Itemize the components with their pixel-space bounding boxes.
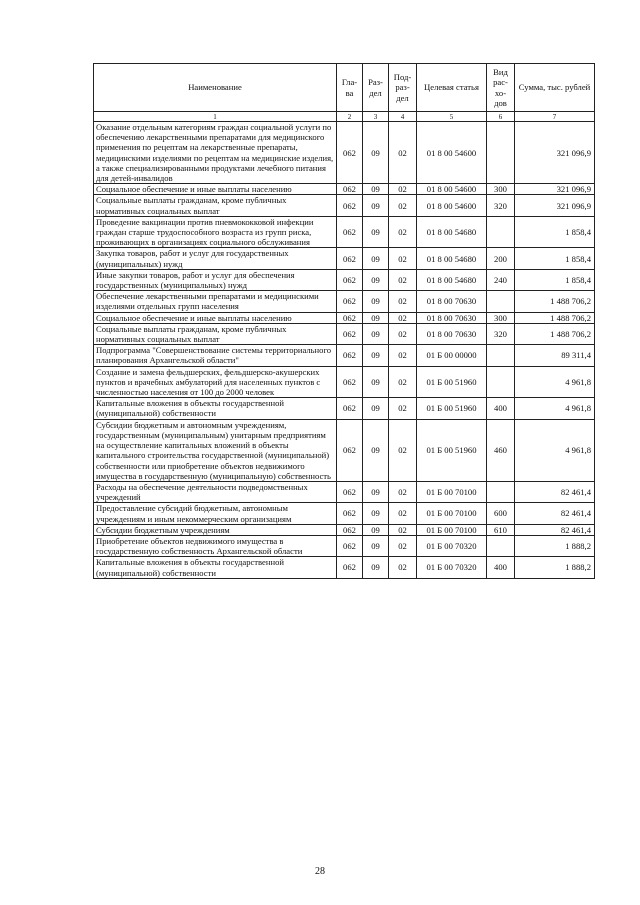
row-vid-cell xyxy=(487,345,515,366)
table-row xyxy=(94,345,595,366)
row-podrazdel-cell: 02 xyxy=(389,398,417,419)
row-name-cell: Субсидии бюджетным учреждениям xyxy=(94,524,337,535)
table-body xyxy=(94,122,595,579)
row-amount-cell: 82 461,4 xyxy=(515,524,595,535)
row-razdel-cell: 09 xyxy=(363,524,389,535)
row-glava-cell: 062 xyxy=(337,503,363,524)
row-name-cell: Обеспечение лекарственными препаратами и медицинскими изделиями отдельных групп населения xyxy=(94,291,337,312)
header-razdel: Раз-дел xyxy=(363,64,389,112)
row-name-cell: Создание и замена фельдшерских, фельдшерско-акушерских пунктов и врачебных амбулаторий для населенных пунктов с численностью населения от 100 до 2000 человек xyxy=(94,366,337,398)
row-amount-cell: 1 858,4 xyxy=(515,248,595,269)
row-razdel-cell: 09 xyxy=(363,216,389,248)
row-podrazdel-cell: 02 xyxy=(389,535,417,556)
table-row xyxy=(94,503,595,524)
row-razdel-cell: 09 xyxy=(363,122,389,184)
header-statya: Целевая статья xyxy=(417,64,487,112)
table-row xyxy=(94,269,595,290)
table-row xyxy=(94,481,595,502)
row-vid-cell: 600 xyxy=(487,503,515,524)
row-statya-cell: 01 8 00 54600 xyxy=(417,195,487,216)
row-amount-cell: 4 961,8 xyxy=(515,398,595,419)
budget-table xyxy=(93,63,595,579)
row-name-cell: Закупка товаров, работ и услуг для государственных (муниципальных) нужд xyxy=(94,248,337,269)
row-amount-cell: 4 961,8 xyxy=(515,366,595,398)
row-vid-cell: 320 xyxy=(487,195,515,216)
row-glava-cell: 062 xyxy=(337,184,363,195)
row-statya-cell: 01 8 00 54600 xyxy=(417,184,487,195)
row-vid-cell xyxy=(487,291,515,312)
row-glava-cell: 062 xyxy=(337,345,363,366)
table-row xyxy=(94,195,595,216)
table-row xyxy=(94,557,595,578)
row-statya-cell: 01 Б 00 00000 xyxy=(417,345,487,366)
row-razdel-cell: 09 xyxy=(363,535,389,556)
row-statya-cell: 01 Б 00 51960 xyxy=(417,366,487,398)
row-amount-cell: 321 096,9 xyxy=(515,184,595,195)
row-amount-cell: 321 096,9 xyxy=(515,195,595,216)
row-amount-cell: 1 858,4 xyxy=(515,216,595,248)
row-podrazdel-cell: 02 xyxy=(389,291,417,312)
table-row xyxy=(94,366,595,398)
row-podrazdel-cell: 02 xyxy=(389,419,417,481)
header-podrazdel: Под-раз-дел xyxy=(389,64,417,112)
row-statya-cell: 01 8 00 70630 xyxy=(417,323,487,344)
row-name-cell: Субсидии бюджетным и автономным учреждениям, государственным (муниципальным) унитарным предприятиям на осуществление капитальных вложений в объекты капитального строительства государственной (муниципальной) собственности или приобретение объектов недвижимого имущества в государственную (муниципальную) собственность xyxy=(94,419,337,481)
row-name-cell: Подпрограмма "Совершенствование системы территориального планирования Архангельской области" xyxy=(94,345,337,366)
row-vid-cell xyxy=(487,216,515,248)
row-statya-cell: 01 Б 00 70100 xyxy=(417,481,487,502)
row-name-cell: Иные закупки товаров, работ и услуг для обеспечения государственных (муниципальных) нужд xyxy=(94,269,337,290)
row-razdel-cell: 09 xyxy=(363,195,389,216)
row-podrazdel-cell: 02 xyxy=(389,269,417,290)
row-glava-cell: 062 xyxy=(337,524,363,535)
row-name-cell: Социальные выплаты гражданам, кроме публичных нормативных социальных выплат xyxy=(94,195,337,216)
row-razdel-cell: 09 xyxy=(363,419,389,481)
row-razdel-cell: 09 xyxy=(363,323,389,344)
row-razdel-cell: 09 xyxy=(363,269,389,290)
row-podrazdel-cell: 02 xyxy=(389,524,417,535)
row-glava-cell: 062 xyxy=(337,195,363,216)
row-razdel-cell: 09 xyxy=(363,345,389,366)
row-amount-cell: 321 096,9 xyxy=(515,122,595,184)
row-amount-cell: 1 488 706,2 xyxy=(515,312,595,323)
table-row xyxy=(94,524,595,535)
row-razdel-cell: 09 xyxy=(363,503,389,524)
row-podrazdel-cell: 02 xyxy=(389,216,417,248)
row-razdel-cell: 09 xyxy=(363,312,389,323)
header-row xyxy=(94,64,595,112)
header-glava: Гла-ва xyxy=(337,64,363,112)
row-name-cell: Проведение вакцинации против пневмококковой инфекции граждан старше трудоспособного возраста из групп риска, проживающих в организациях социального обслуживания xyxy=(94,216,337,248)
row-razdel-cell: 09 xyxy=(363,366,389,398)
table-row xyxy=(94,122,595,184)
row-statya-cell: 01 8 00 54680 xyxy=(417,269,487,290)
row-glava-cell: 062 xyxy=(337,291,363,312)
row-amount-cell: 89 311,4 xyxy=(515,345,595,366)
row-statya-cell: 01 8 00 54680 xyxy=(417,248,487,269)
row-vid-cell: 200 xyxy=(487,248,515,269)
column-number: 2 xyxy=(337,112,363,122)
table-row xyxy=(94,419,595,481)
row-glava-cell: 062 xyxy=(337,481,363,502)
row-vid-cell: 400 xyxy=(487,557,515,578)
table-header xyxy=(94,64,595,122)
row-vid-cell: 610 xyxy=(487,524,515,535)
row-statya-cell: 01 Б 00 70320 xyxy=(417,535,487,556)
row-vid-cell xyxy=(487,366,515,398)
row-glava-cell: 062 xyxy=(337,122,363,184)
row-glava-cell: 062 xyxy=(337,557,363,578)
row-statya-cell: 01 Б 00 70100 xyxy=(417,524,487,535)
column-number: 5 xyxy=(417,112,487,122)
row-podrazdel-cell: 02 xyxy=(389,345,417,366)
column-number: 4 xyxy=(389,112,417,122)
row-amount-cell: 82 461,4 xyxy=(515,481,595,502)
row-name-cell: Предоставление субсидий бюджетным, автономным учреждениям и иным некоммерческим организациям xyxy=(94,503,337,524)
table-row xyxy=(94,248,595,269)
row-amount-cell: 1 488 706,2 xyxy=(515,323,595,344)
row-razdel-cell: 09 xyxy=(363,481,389,502)
row-statya-cell: 01 8 00 70630 xyxy=(417,291,487,312)
row-amount-cell: 1 488 706,2 xyxy=(515,291,595,312)
row-amount-cell: 1 888,2 xyxy=(515,557,595,578)
row-statya-cell: 01 Б 00 70320 xyxy=(417,557,487,578)
row-statya-cell: 01 Б 00 51960 xyxy=(417,398,487,419)
page-number: 28 xyxy=(315,866,325,877)
row-name-cell: Капитальные вложения в объекты государственной (муниципальной) собственности xyxy=(94,557,337,578)
row-name-cell: Оказание отдельным категориям граждан социальной услуги по обеспечению лекарственными препаратами для медицинского применения по рецептам на лекарственные препараты, медицинскими изделиями по рецептам на медицинские изделия, а также специализированными продуктами лечебного питания для детей-инвалидов xyxy=(94,122,337,184)
row-glava-cell: 062 xyxy=(337,323,363,344)
header-amount: Сумма, тыс. рублей xyxy=(515,64,595,112)
row-glava-cell: 062 xyxy=(337,398,363,419)
row-vid-cell: 300 xyxy=(487,312,515,323)
row-amount-cell: 1 888,2 xyxy=(515,535,595,556)
row-podrazdel-cell: 02 xyxy=(389,195,417,216)
column-number: 7 xyxy=(515,112,595,122)
row-name-cell: Социальное обеспечение и иные выплаты населению xyxy=(94,312,337,323)
row-podrazdel-cell: 02 xyxy=(389,366,417,398)
table-row xyxy=(94,291,595,312)
row-podrazdel-cell: 02 xyxy=(389,557,417,578)
row-glava-cell: 062 xyxy=(337,269,363,290)
row-vid-cell: 300 xyxy=(487,184,515,195)
row-statya-cell: 01 Б 00 51960 xyxy=(417,419,487,481)
row-razdel-cell: 09 xyxy=(363,248,389,269)
row-podrazdel-cell: 02 xyxy=(389,122,417,184)
row-vid-cell xyxy=(487,122,515,184)
row-glava-cell: 062 xyxy=(337,248,363,269)
row-amount-cell: 4 961,8 xyxy=(515,419,595,481)
row-glava-cell: 062 xyxy=(337,216,363,248)
column-number: 6 xyxy=(487,112,515,122)
row-amount-cell: 82 461,4 xyxy=(515,503,595,524)
row-name-cell: Социальные выплаты гражданам, кроме публичных нормативных социальных выплат xyxy=(94,323,337,344)
row-razdel-cell: 09 xyxy=(363,557,389,578)
column-number-row xyxy=(94,112,595,122)
row-glava-cell: 062 xyxy=(337,312,363,323)
table-row xyxy=(94,535,595,556)
row-vid-cell xyxy=(487,481,515,502)
row-glava-cell: 062 xyxy=(337,419,363,481)
row-amount-cell: 1 858,4 xyxy=(515,269,595,290)
row-razdel-cell: 09 xyxy=(363,291,389,312)
row-name-cell: Капитальные вложения в объекты государственной (муниципальной) собственности xyxy=(94,398,337,419)
row-vid-cell: 460 xyxy=(487,419,515,481)
row-razdel-cell: 09 xyxy=(363,184,389,195)
row-statya-cell: 01 8 00 70630 xyxy=(417,312,487,323)
row-vid-cell xyxy=(487,535,515,556)
row-statya-cell: 01 8 00 54600 xyxy=(417,122,487,184)
row-podrazdel-cell: 02 xyxy=(389,481,417,502)
column-number: 1 xyxy=(94,112,337,122)
row-statya-cell: 01 8 00 54680 xyxy=(417,216,487,248)
row-razdel-cell: 09 xyxy=(363,398,389,419)
row-podrazdel-cell: 02 xyxy=(389,248,417,269)
row-name-cell: Социальное обеспечение и иные выплаты населению xyxy=(94,184,337,195)
row-name-cell: Расходы на обеспечение деятельности подведомственных учреждений xyxy=(94,481,337,502)
row-podrazdel-cell: 02 xyxy=(389,503,417,524)
row-name-cell: Приобретение объектов недвижимого имущества в государственную собственность Архангельской области xyxy=(94,535,337,556)
row-podrazdel-cell: 02 xyxy=(389,312,417,323)
row-vid-cell: 400 xyxy=(487,398,515,419)
table-row xyxy=(94,216,595,248)
table-row xyxy=(94,312,595,323)
row-statya-cell: 01 Б 00 70100 xyxy=(417,503,487,524)
table-row xyxy=(94,398,595,419)
row-podrazdel-cell: 02 xyxy=(389,184,417,195)
column-number: 3 xyxy=(363,112,389,122)
row-vid-cell: 320 xyxy=(487,323,515,344)
header-vid: Вид рас-хо-дов xyxy=(487,64,515,112)
row-glava-cell: 062 xyxy=(337,366,363,398)
row-podrazdel-cell: 02 xyxy=(389,323,417,344)
row-vid-cell: 240 xyxy=(487,269,515,290)
table-row xyxy=(94,323,595,344)
table-row xyxy=(94,184,595,195)
header-name: Наименование xyxy=(94,64,337,112)
row-glava-cell: 062 xyxy=(337,535,363,556)
